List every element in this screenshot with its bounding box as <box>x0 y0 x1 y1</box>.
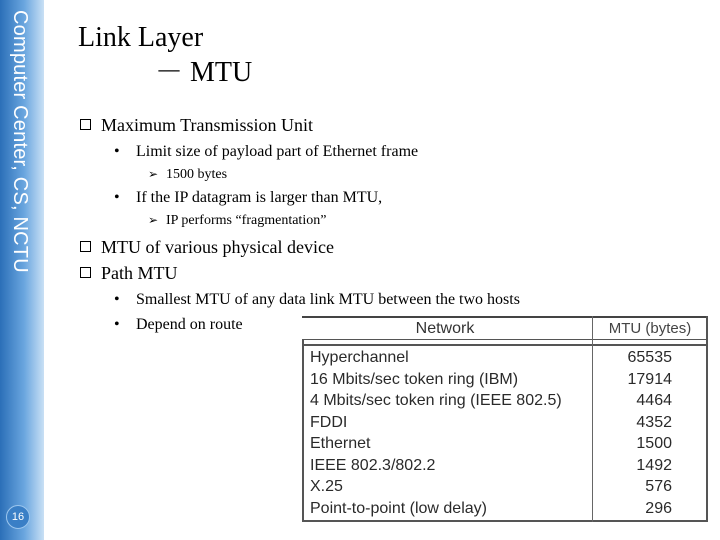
sub-bullet-item <box>114 290 520 310</box>
mtu-table <box>302 316 708 522</box>
bullet-text: IP performs “fragmentation” <box>166 213 327 228</box>
mtu-cell: 1500 <box>636 435 672 452</box>
dot-bullet-icon: • <box>114 189 120 206</box>
slide-subtitle: － MTU <box>155 57 253 88</box>
bullet-text: Smallest MTU of any data link MTU between the two hosts <box>136 291 520 308</box>
network-cell: 16 Mbits/sec token ring (IBM) <box>310 370 519 388</box>
network-cell: Point-to-point (low delay) <box>310 499 487 517</box>
table-header-row <box>302 316 708 340</box>
header-mtu: MTU (bytes) <box>608 320 692 337</box>
sidebar <box>0 0 44 540</box>
mtu-cell: 296 <box>645 499 672 517</box>
bullet-text: Path MTU <box>101 263 178 283</box>
dot-bullet-icon: • <box>114 291 120 308</box>
sub-bullet-item <box>114 188 382 208</box>
mtu-cell: 4352 <box>636 413 672 431</box>
table-row <box>302 347 708 369</box>
network-cell: 4 Mbits/sec token ring (IEEE 802.5) <box>310 392 562 409</box>
bullet-text: 1500 bytes <box>166 167 228 182</box>
slide-title: Link Layer <box>78 22 204 53</box>
table-rule <box>302 520 708 522</box>
network-cell: IEEE 802.3/802.2 <box>310 456 436 474</box>
table-rule <box>302 344 708 346</box>
dot-bullet-icon: • <box>114 316 120 333</box>
table-row <box>302 433 708 455</box>
mtu-cell: 1492 <box>636 456 672 474</box>
bullet-text: If the IP datagram is larger than MTU, <box>136 189 383 206</box>
table-row <box>302 476 708 498</box>
mtu-cell: 576 <box>645 478 672 495</box>
sub-bullet-item <box>114 142 418 162</box>
arrow-bullet-icon: ➢ <box>148 213 159 227</box>
table-row <box>302 390 708 412</box>
bullet-text: Limit size of payload part of Ethernet frame <box>136 143 419 160</box>
sub-bullet-item <box>114 315 243 335</box>
checkbox-bullet-icon <box>80 267 91 278</box>
checkbox-bullet-icon <box>80 119 91 130</box>
bullet-item <box>80 262 178 284</box>
bullet-text: Depend on route <box>136 316 243 333</box>
mtu-cell: 17914 <box>627 370 672 388</box>
network-cell: Hyperchannel <box>310 349 409 366</box>
table-row <box>302 369 708 391</box>
page-number: 16 <box>6 505 30 529</box>
network-cell: X.25 <box>310 478 343 495</box>
sub-sub-bullet-item <box>148 165 227 184</box>
header-network: Network <box>415 320 475 337</box>
table-row <box>302 455 708 477</box>
bullet-item <box>80 114 313 136</box>
bullet-text: MTU of various physical device <box>101 237 334 257</box>
sub-sub-bullet-item <box>148 211 326 230</box>
checkbox-bullet-icon <box>80 241 91 252</box>
mtu-cell: 4464 <box>636 392 672 409</box>
sidebar-footer-text: Computer Center, CS, NCTU <box>9 10 31 273</box>
table-row <box>302 412 708 434</box>
mtu-cell: 65535 <box>627 349 672 366</box>
bullet-item <box>80 236 334 258</box>
network-cell: Ethernet <box>310 435 371 452</box>
dot-bullet-icon: • <box>114 143 120 160</box>
network-cell: FDDI <box>310 413 348 431</box>
bullet-text: Maximum Transmission Unit <box>101 115 314 135</box>
arrow-bullet-icon: ➢ <box>148 167 159 181</box>
table-row <box>302 498 708 520</box>
